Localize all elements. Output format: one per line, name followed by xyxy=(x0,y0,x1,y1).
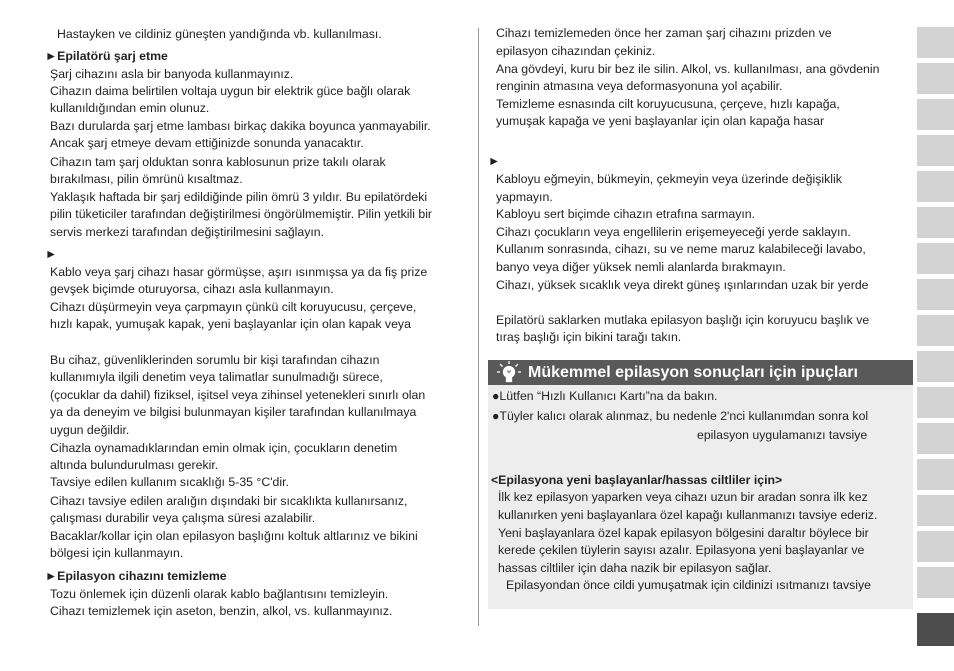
safety-line: ya da deneyim ve bilgisi bulunmayan kişiler tarafından kullanılmaya xyxy=(50,405,417,419)
chapter-tab[interactable] xyxy=(917,495,954,526)
sensitive-line: kerede çekilen tüylerin sayısı azalır. Epilasyona yeni başlayanlar ve xyxy=(498,543,865,557)
chapter-tab[interactable] xyxy=(917,567,954,598)
charging-line: Ancak şarj etmeye devam ettiğinizde sonunda yanacaktır. xyxy=(50,136,364,150)
chapter-tab[interactable] xyxy=(917,27,954,58)
safety-line: uygun değildir. xyxy=(50,423,130,437)
chapter-tab[interactable] xyxy=(917,459,954,490)
cleaning-line: Tozu önlemek için düzenli olarak kablo bağlantısını temizleyin. xyxy=(50,587,389,601)
charging-line: pilin tüketiciler tarafından değiştirilmesi öngörülmemiştir. Pilin yetkili bir xyxy=(50,207,433,221)
chapter-tab[interactable] xyxy=(917,243,954,274)
cord-line: Kullanım sonrasında, cihazı, su ve neme maruz kalabileceği lavabo, xyxy=(496,242,866,256)
safety-line: Cihazla oynamadıklarından emin olmak için, çocukların denetim xyxy=(50,441,398,455)
column-divider xyxy=(478,28,479,626)
damage-line: gevşek biçimde oturuyorsa, cihazı asla kullanmayın. xyxy=(50,282,334,296)
damage-heading: ► xyxy=(45,247,58,261)
sensitive-line: İlk kez epilasyon yaparken veya cihazı uzun bir aradan sonra ilk kez xyxy=(498,490,868,504)
cord-line: Cihazı çocukların veya engellilerin erişemeyeceği yerde saklayın. xyxy=(496,225,851,239)
charging-line: servis merkezi tarafından değiştirilmesini sağlayın. xyxy=(50,225,325,239)
storage-line: Epilatörü saklarken mutlaka epilasyon başlığı için koruyucu başlık ve xyxy=(496,313,870,327)
sensitive-line: hassas ciltliler için daha nazik bir epilasyon sağlar. xyxy=(498,561,772,575)
chapter-tab[interactable] xyxy=(917,171,954,202)
charging-line: bırakılması, pilin ömrünü kısaltmaz. xyxy=(50,172,243,186)
cleaning-line: Cihazı temizlemek için aseton, benzin, alkol, vs. kullanmayınız. xyxy=(50,604,393,618)
chapter-tab[interactable] xyxy=(917,279,954,310)
sensitive-heading: <Epilasyona yeni başlayanlar/hassas ciltliler için> xyxy=(491,473,783,487)
cleaning-cont-line: renginin atmasına veya deformasyonuna yol açabilir. xyxy=(496,79,783,93)
tips-bullet: ●Tüyler kalıcı olarak alınmaz, bu nedenle 2'nci kullanımdan sonra kol xyxy=(492,409,869,423)
chapter-tab[interactable] xyxy=(917,423,954,454)
safety-line: Bacaklar/kollar için olan epilasyon başlığını koltuk altlarınız ve bikini xyxy=(50,529,418,543)
charging-line: Cihazın daima belirtilen voltaja uygun bir elektrik güce bağlı olarak xyxy=(50,84,411,98)
cord-line: yapmayın. xyxy=(496,190,553,204)
safety-line: (çocuklar da dahil) fiziksel, işitsel veya zihinsel yetenekleri sınırlı olan xyxy=(50,388,426,402)
chapter-tab[interactable] xyxy=(917,531,954,562)
charging-heading: ►Epilatörü şarj etme xyxy=(45,49,168,63)
sensitive-line: Epilasyondan önce cildi yumuşatmak için cildinizi ısıtmanızı tavsiye xyxy=(506,578,871,592)
safety-line: bölgesi için kullanmayın. xyxy=(50,546,184,560)
chapter-tab[interactable] xyxy=(917,99,954,130)
sensitive-line: Yeni başlayanlara özel kapak epilasyon bölgesini daraltır böylece bir xyxy=(498,526,869,540)
chapter-tab[interactable] xyxy=(917,387,954,418)
tips-bullet-cont: epilasyon uygulamanızı tavsiye xyxy=(697,428,868,442)
cord-line: banyo veya diğer yüksek nemli alanlarda bırakmayın. xyxy=(496,260,786,274)
charging-line: Cihazın tam şarj olduktan sonra kablosunun prize takılı olarak xyxy=(50,155,386,169)
safety-line: çalışması durabilir veya çalışma süresi azalabilir. xyxy=(50,511,316,525)
cleaning-cont-line: yumuşak kapağa ve yeni başlayanlar için olan kapağa hasar xyxy=(496,114,825,128)
safety-line: Cihazı tavsiye edilen aralığın dışındaki bir sıcaklıkta kullanırsanız, xyxy=(50,494,408,508)
cleaning-cont-line: epilasyon cihazından çekiniz. xyxy=(496,44,656,58)
chapter-tab[interactable] xyxy=(917,351,954,382)
chapter-tab[interactable] xyxy=(917,135,954,166)
damage-line: hızlı kapak, yumuşak kapak, yeni başlayanlar için olan kapak veya xyxy=(50,317,411,331)
safety-line: kullanımıyla ilgili denetim veya talimatlar sunulmadığı sürece, xyxy=(50,370,383,384)
storage-line: tıraş başlığı için bikini tarağı takın. xyxy=(496,330,682,344)
safety-line: altında bulundurulması gerekir. xyxy=(50,458,219,472)
cord-line: Kabloyu eğmeyin, bükmeyin, çekmeyin veya üzerinde değişiklik xyxy=(496,172,842,186)
charging-line: Yaklaşık haftada bir şarj edildiğinde pilin ömrü 3 yıldır. Bu epilatördeki xyxy=(50,190,428,204)
charging-line: Bazı durularda şarj etme lambası birkaç dakika boyunca yanmayabilir. xyxy=(50,119,431,133)
chapter-tab[interactable] xyxy=(917,315,954,346)
damage-line: Kablo veya şarj cihazı hasar görmüşse, aşırı ısınmışsa ya da fiş prize xyxy=(50,265,428,279)
cord-heading: ► xyxy=(488,154,501,168)
charging-line: Şarj cihazını asla bir banyoda kullanmayınız. xyxy=(50,67,294,81)
charging-line: kullanıldığından emin olunuz. xyxy=(50,101,210,115)
sensitive-line: kullanırken yeni başlayanlara özel kapağı kullanmanızı tavsiye ederiz. xyxy=(498,508,878,522)
cleaning-cont-line: Cihazı temizlemeden önce her zaman şarj cihazını prizden ve xyxy=(496,26,832,40)
chapter-tab[interactable] xyxy=(917,207,954,238)
tips-header xyxy=(488,360,913,385)
cord-line: Kabloyu sert biçimde cihazın etrafına sarmayın. xyxy=(496,207,756,221)
damage-line: Cihazı düşürmeyin veya çarpmayın çünkü cilt koruyucusu, çerçeve, xyxy=(50,300,417,314)
chapter-tab-active[interactable] xyxy=(917,613,954,646)
chapter-tab[interactable] xyxy=(917,63,954,94)
cleaning-heading: ►Epilasyon cihazını temizleme xyxy=(45,569,227,583)
lightbulb-icon xyxy=(496,360,522,385)
tips-title: Mükemmel epilasyon sonuçları için ipuçları xyxy=(528,364,858,381)
safety-line: Bu cihaz, güvenliklerinden sorumlu bir kişi tarafından cihazın xyxy=(50,353,380,367)
cleaning-cont-line: Temizleme esnasında cilt koruyucusuna, çerçeve, hızlı kapağa, xyxy=(496,97,840,111)
cord-line: Cihazı, yüksek sıcaklık veya direkt güneş ışınlarından uzak bir yerde xyxy=(496,278,869,292)
safety-line: Tavsiye edilen kullanım sıcaklığı 5-35 °C'dir. xyxy=(50,475,289,489)
tips-bullet: ●Lütfen “Hızlı Kullanıcı Kartı”na da bakın. xyxy=(492,389,718,403)
intro-line: Hastayken ve cildiniz güneşten yandığında vb. kullanılması. xyxy=(57,27,382,41)
cleaning-cont-line: Ana gövdeyi, kuru bir bez ile silin. Alkol, vs. kullanılması, ana gövdenin xyxy=(496,62,880,76)
